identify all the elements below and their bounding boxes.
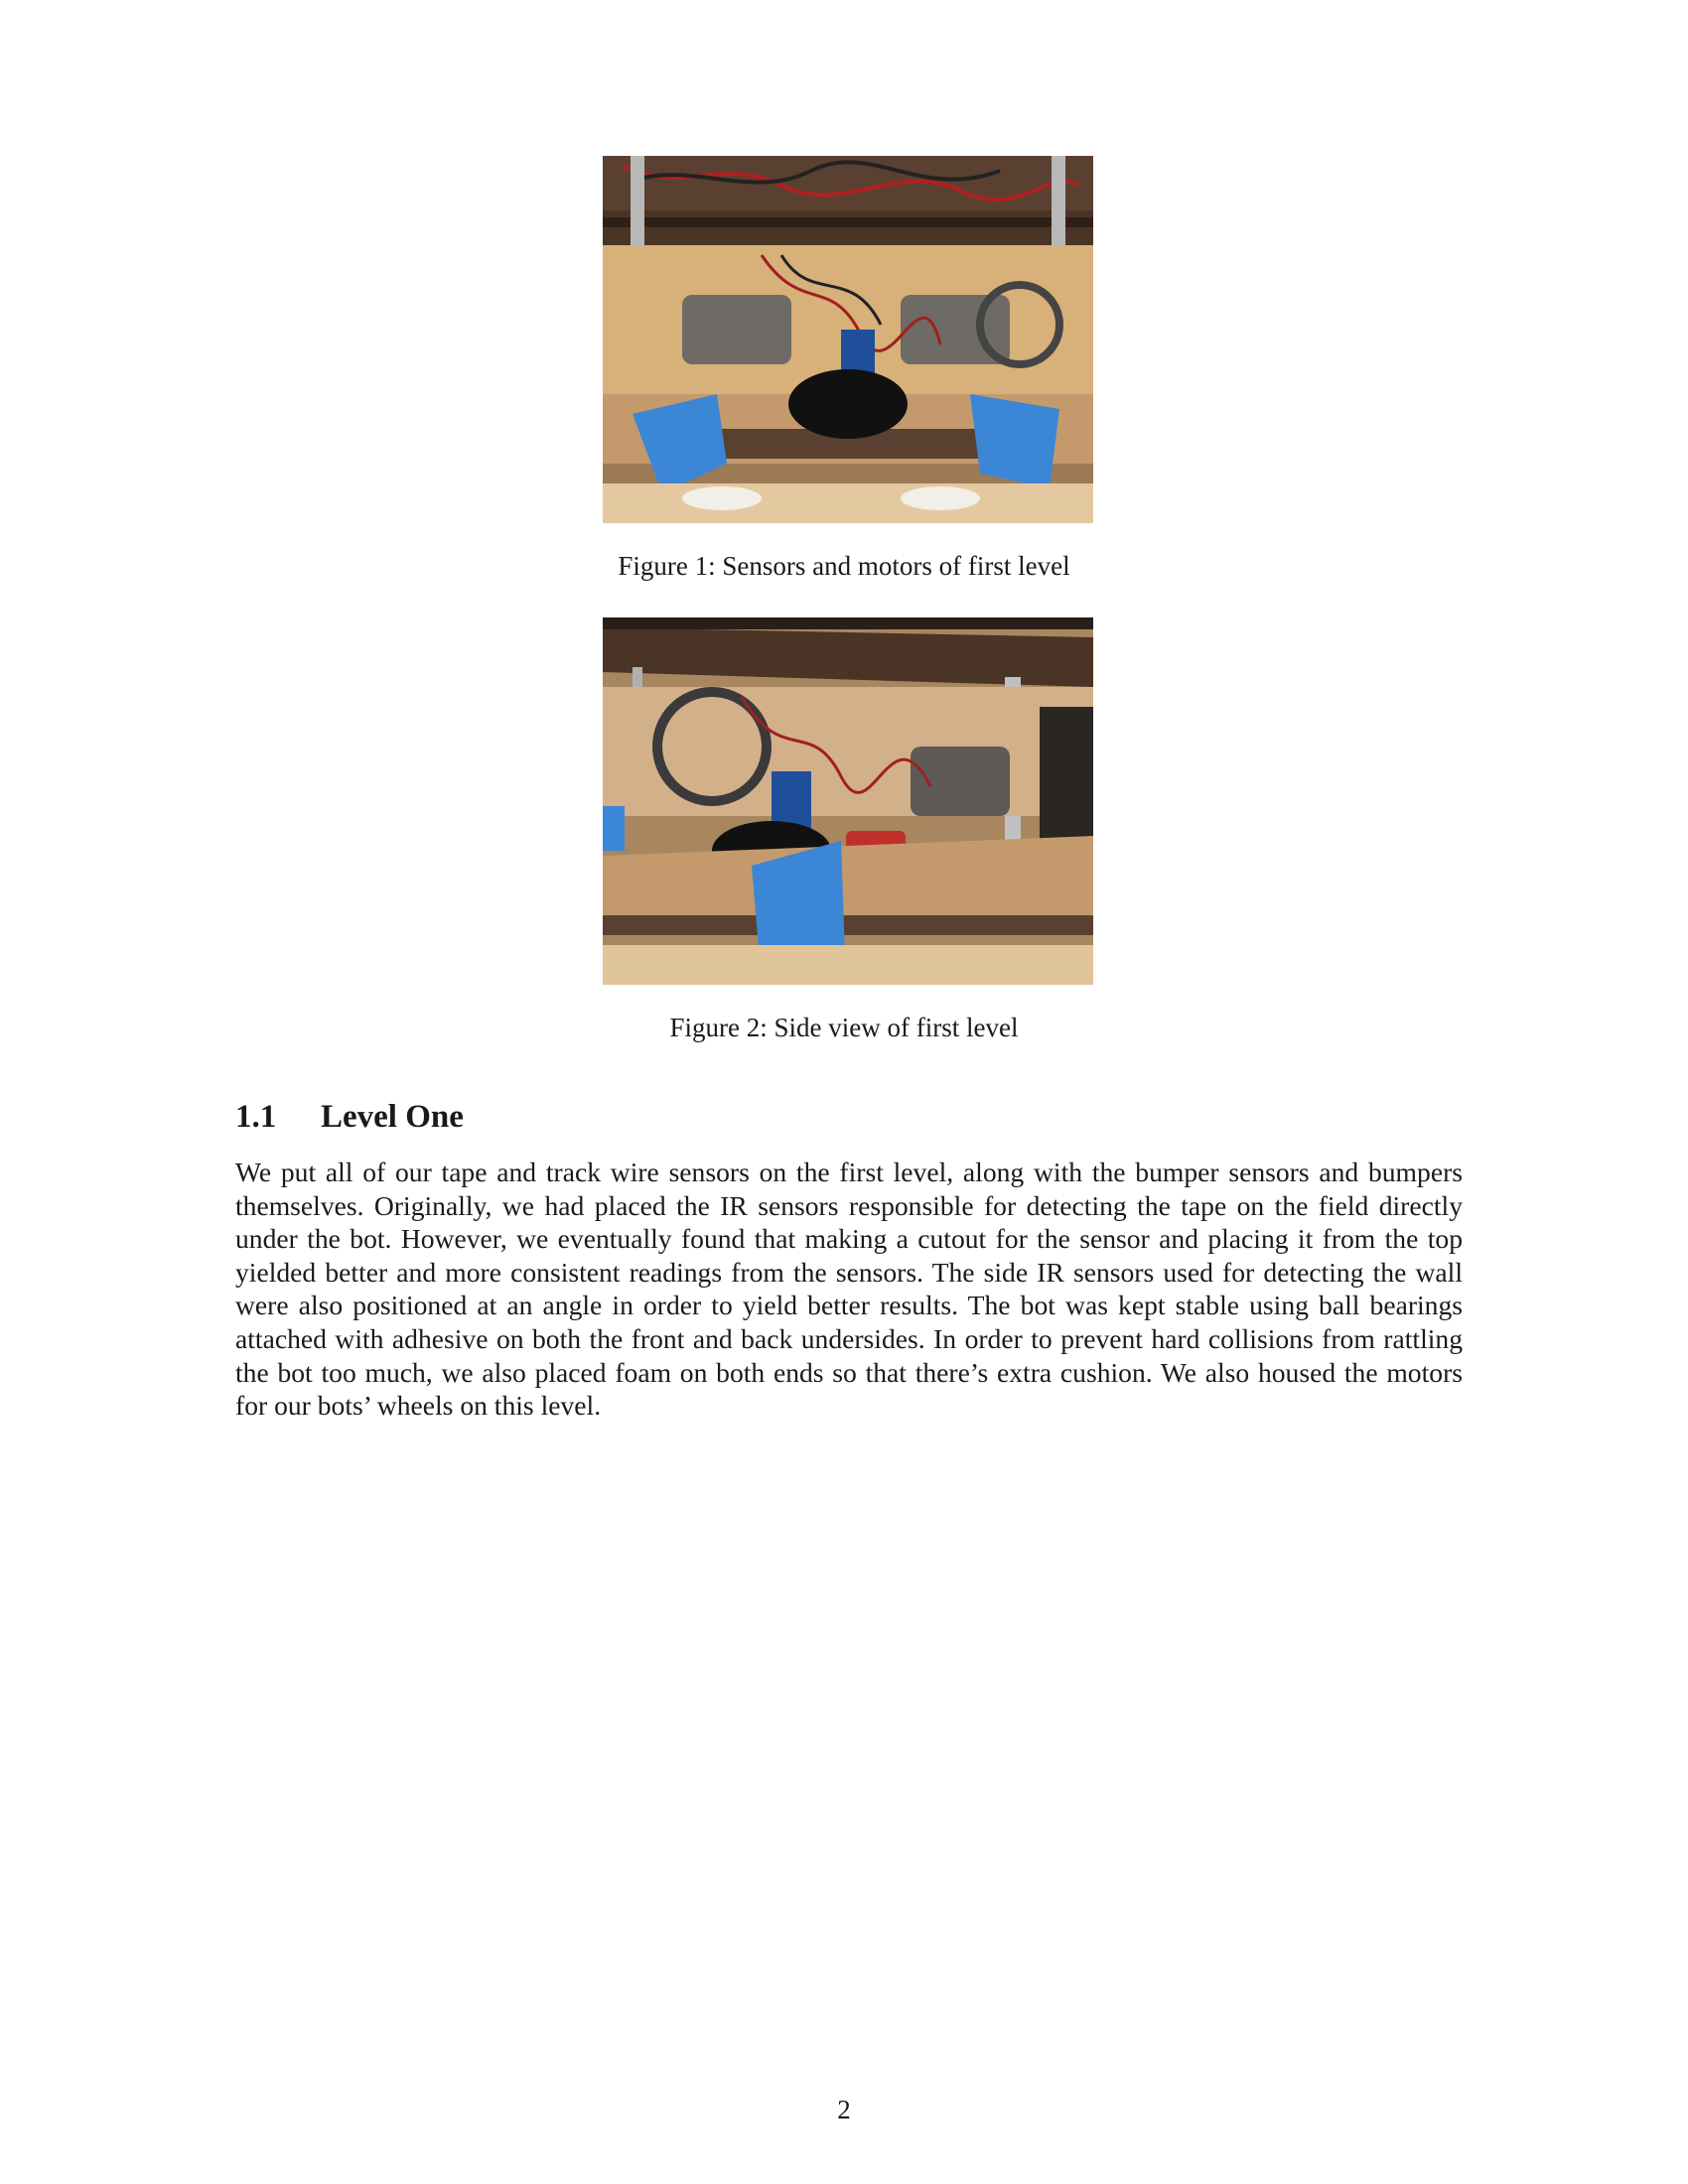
- figure-2-caption: [0, 1012, 1688, 1043]
- figure-1-caption: [0, 550, 1688, 582]
- figure-1-image: [603, 156, 1093, 523]
- page-number: 2: [837, 2095, 851, 2124]
- section-title: Level One: [321, 1099, 464, 1135]
- figure-2-photo-drawing: [603, 617, 1093, 985]
- figure-2-image: [603, 617, 1093, 985]
- body-paragraph: We put all of our tape and track wire sensors on the first level, along with the bumper sensors and bumpers themselves. Originally, we had placed the IR sensors responsible for detecting the tape on the field directly under the bot. However, we eventually found that making a cutout for the sensor and placing it from the top yielded better and more consistent readings from the sensors. The side IR sensors used for detecting the wall were also positioned at an angle in order to yield better results. The bot was kept stable using ball bearings attached with adhesive on both the front and back undersides. In order to prevent hard collisions from rattling the bot too much, we also placed foam on both ends so that there’s extra cushion. We also housed the motors for our bots’ wheels on this level.: [235, 1157, 1463, 1422]
- section-heading: [235, 1097, 464, 1137]
- section-number: 1.1: [235, 1099, 277, 1135]
- figure-2-caption-text: Side view of first level: [774, 1013, 1019, 1042]
- figure-1-photo-drawing: [603, 156, 1093, 523]
- figure-1-caption-text: Sensors and motors of first level: [722, 551, 1070, 581]
- figure-2-number: Figure 2:: [669, 1013, 768, 1042]
- figure-1-number: Figure 1:: [618, 551, 716, 581]
